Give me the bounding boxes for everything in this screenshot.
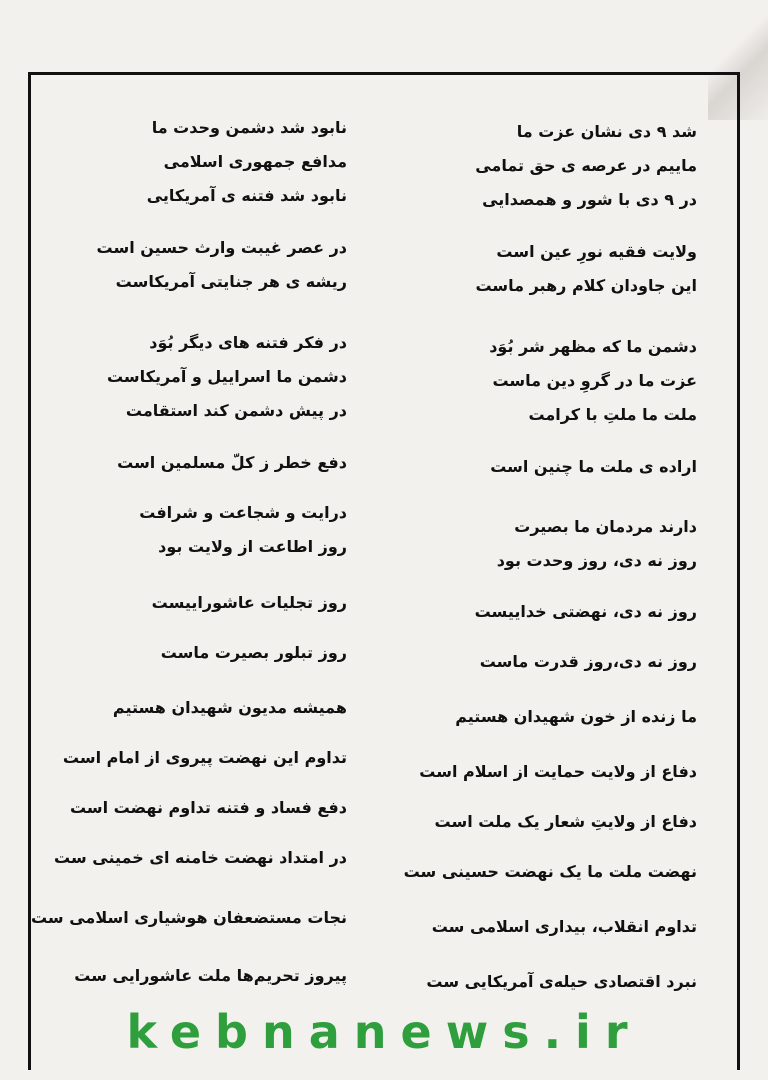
left-column-stanza [147,111,347,213]
poem-line: شد ۹ دی نشان عزت ما [516,122,697,141]
poem-line: در عصر غیبت وارث حسین است [96,238,347,257]
poem-line: دفع فساد و فتنه تداوم نهضت است [69,798,347,817]
right-column-stanza [489,330,697,432]
right-column-stanza [475,115,697,217]
left-column-stanza [74,959,347,993]
poem-line: پیروز تحریم‌ها ملت عاشورایی ست [74,966,347,985]
poem-line: ریشه ی هر جنایتی آمریکاست [115,272,347,291]
poem-line: دارند مردمان ما بصیرت [514,517,697,536]
left-column-stanza [113,691,347,725]
poem-line: دفاع از ولایتِ شعار یک ملت است [434,812,697,831]
poem-line: ماییم در عرصه ی حق تمامی [475,156,697,175]
left-column-stanza [139,496,347,564]
left-column-stanza [31,901,347,935]
right-column-stanza [475,235,697,303]
poem-line: روز نه دی،روز قدرت ماست [479,652,697,671]
poem-line: روز نه دی، نهضتی خداییست [474,602,697,621]
poem-line: تداوم انقلاب، بیداری اسلامی ست [431,917,697,936]
poem-line: اراده ی ملت ما چنین است [490,457,697,476]
poem-line: نبرد اقتصادی حیله‌ی آمریکایی ست [426,972,697,991]
right-column-stanza [455,700,697,734]
poem-line: تداوم این نهضت پیروی از امام است [62,748,347,767]
left-column-stanza [161,636,347,670]
poem-line: در امتداد نهضت خامنه ای خمینی ست [54,848,347,867]
poem-line: نابود شد فتنه ی آمریکایی [146,186,347,205]
poem-line: روز نه دی، روز وحدت بود [496,551,697,570]
left-column-stanza [152,586,347,620]
poem-line: دفاع از ولایت حمایت از اسلام است [419,762,697,781]
poem-line: این جاودان کلام رهبر ماست [475,276,697,295]
poem-line: نهضت ملت ما یک نهضت حسینی ست [403,862,697,881]
poem-line: ولایت فقیه نورِ عین است [496,242,697,261]
poem-line: در پیش دشمن کند استقامت [125,401,347,420]
poem-line: نجات مستضعفان هوشیاری اسلامی ست [30,908,347,927]
poem-line: نابود شد دشمن وحدت ما [151,118,347,137]
poem-line: روز تبلور بصیرت ماست [160,643,347,662]
right-column-stanza [404,855,697,889]
poem-line: دشمن ما که مظهر شر بُوَد [489,337,697,356]
right-column-stanza [426,965,697,999]
right-column-stanza [432,910,697,944]
poem-line: روز اطاعت از ولایت بود [158,537,347,556]
right-column-stanza [480,645,697,679]
left-column-stanza [97,231,347,299]
left-column-stanza [107,326,347,428]
site-watermark: kebnanews.ir [126,1005,642,1059]
right-column-stanza [419,755,697,789]
poem-line: ملت ما ملتِ با کرامت [528,405,697,424]
poem-line: روز تجلیات عاشوراییست [151,593,347,612]
right-column-stanza [435,805,697,839]
poem-line: دشمن ما اسراییل و آمریکاست [106,367,347,386]
poem-line: مدافع جمهوری اسلامی [163,152,347,171]
poem-line: ما زنده از خون شهیدان هستیم [455,707,697,726]
left-column-stanza [117,446,347,480]
left-column-stanza [54,841,347,875]
poem-line: دفع خطر ز کلّ مسلمین است [117,453,347,472]
left-column-stanza [63,741,347,775]
right-column-stanza [490,450,697,484]
poem-line: در فکر فتنه های دیگر بُوَد [149,333,347,352]
poem-frame [28,72,740,1070]
poem-line: درایت و شجاعت و شرافت [139,503,347,522]
right-column-stanza [475,595,697,629]
left-column-stanza [70,791,347,825]
poem-line: همیشه مدیون شهیدان هستیم [112,698,347,717]
poem-line: در ۹ دی با شور و همصدایی [482,190,697,209]
poem-line: عزت ما در گروِ دین ماست [492,371,697,390]
right-column-stanza [497,510,697,578]
